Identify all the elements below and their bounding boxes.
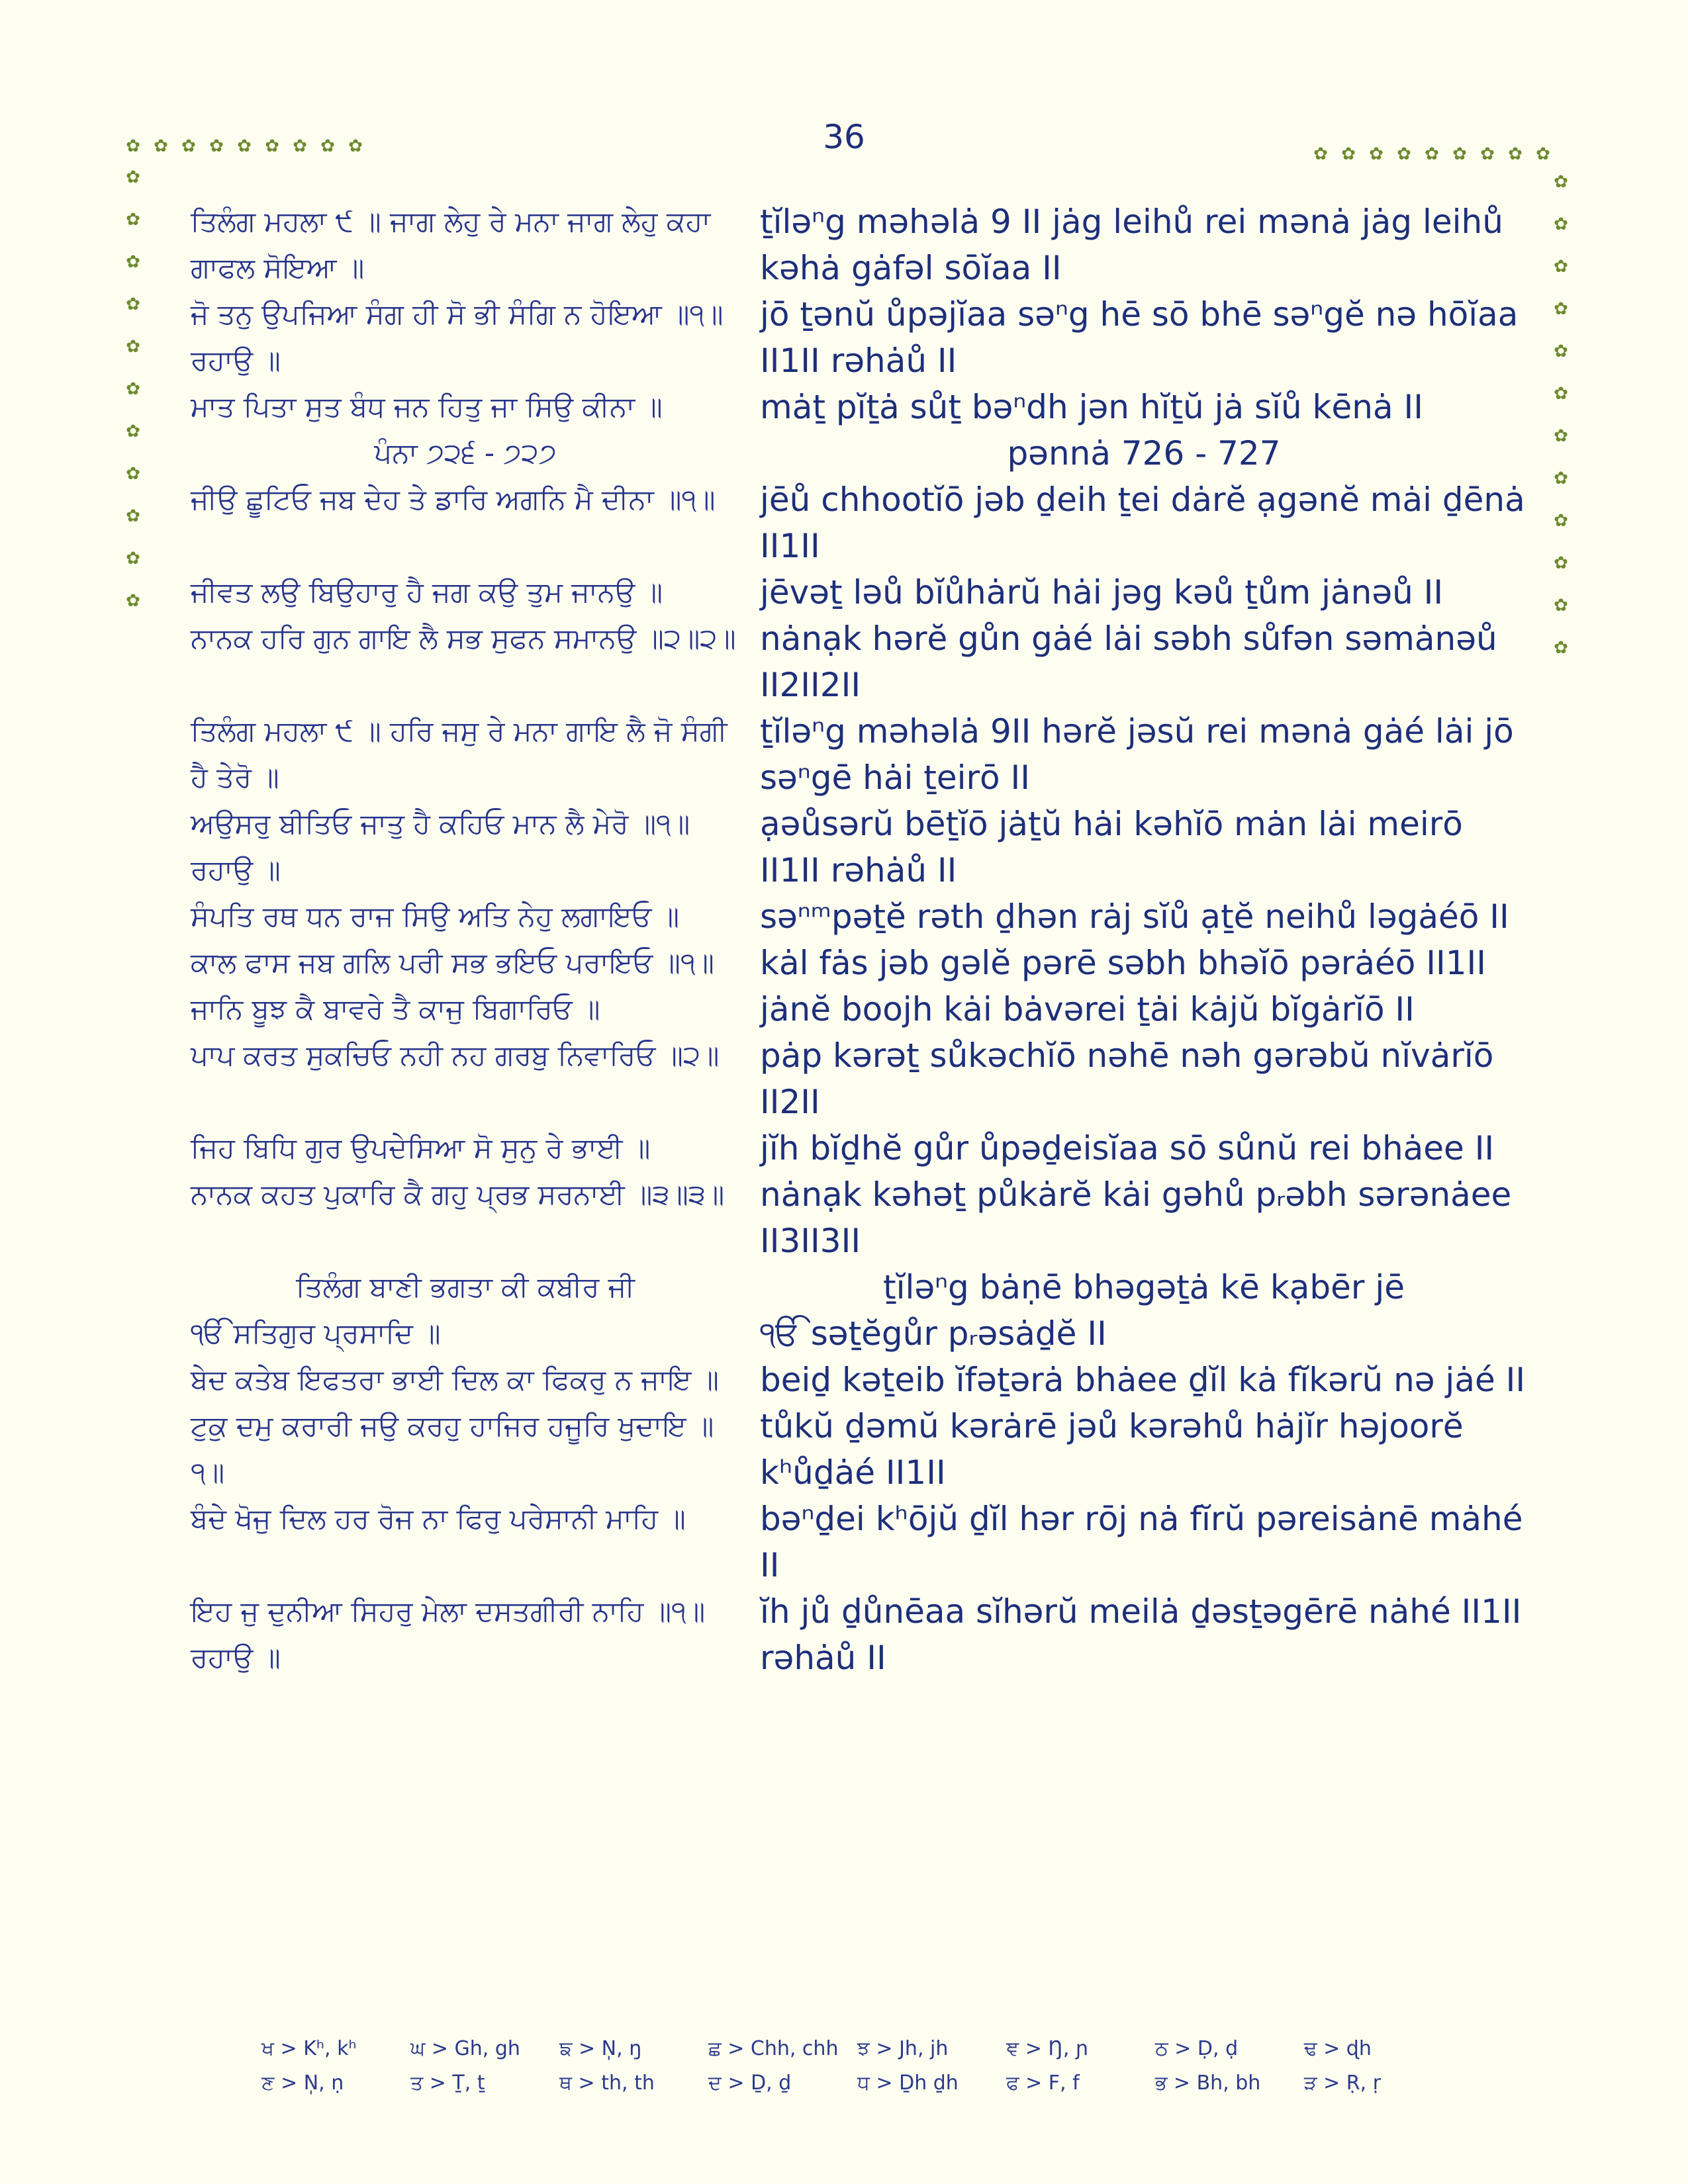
verse-row: [191, 199, 1528, 291]
flower-ornament-icon: ✿: [126, 295, 140, 314]
verse-row: [191, 615, 1528, 708]
flower-ornament-icon: ✿: [1554, 426, 1568, 446]
transliteration-text: pənnȧ 726 - 727: [1007, 434, 1281, 473]
gurmukhi-text: ਬੰਦੇ ਖੋਜੁ ਦਿਲ ਹਰ ਰੋਜ ਨਾ ਫਿਰੁ ਪਰੇਸਾਨੀ ਮਾਹਿ ॥: [191, 1502, 686, 1535]
gurmukhi-text: ਜਾਨਿ ਬੂਝ ਕੈ ਬਾਵਰੇ ਤੈ ਕਾਜੁ ਬਿਗਾਰਿਓ ॥: [191, 993, 600, 1025]
flower-ornament-icon: ✿: [126, 506, 140, 526]
transliteration-text: nȧnạk hərĕ gůn gȧé lȧi səbh sůfən səmȧnəů II2II2II: [760, 619, 1497, 704]
transliteration-text: kȧl fȧs jəb gəlĕ pərē səbh bhəĭō pərȧéō II1II: [760, 944, 1487, 982]
flower-ornament-icon: ✿: [209, 136, 224, 156]
legend-item: ਥ > th, th: [559, 2071, 655, 2095]
flower-ornament-icon: ✿: [1425, 144, 1439, 164]
flower-ornament-icon: ✿: [1554, 553, 1568, 573]
transliteration-text: ạəůsərŭ bēṯĭō jȧṯŭ hȧi kəhĭō mȧn lȧi meirō II1II rəhȧů II: [760, 805, 1463, 889]
verse-row: [191, 986, 1528, 1032]
transliteration-text: ĭh jů ḏůnēaa sĭhərŭ meilȧ ḏəsṯəgērē nȧhé II1II rəhȧů II: [760, 1592, 1522, 1677]
flower-ornament-icon: ✿: [1554, 511, 1568, 531]
flower-ornament-icon: ✿: [1554, 384, 1568, 404]
flower-ornament-icon: ✿: [348, 136, 363, 156]
verse-row: [191, 1310, 1528, 1357]
flower-ornament-icon: ✿: [1554, 341, 1568, 361]
gurmukhi-text: ਕਾਲ ਫਾਸ ਜਬ ਗਲਿ ਪਰੀ ਸਭ ਭਇਓ ਪਰਾਇਓ ॥੧॥: [191, 946, 714, 979]
verse-row: [191, 1171, 1528, 1264]
transliteration-text: pȧp kərəṯ sůkəchĭō nəhē nəh gərəbŭ nĭvȧrĭō II2II: [760, 1036, 1494, 1121]
legend-item: ਭ > Bh, bh: [1155, 2071, 1261, 2095]
transliteration-text: nȧnạk kəhəṯ půkȧrĕ kȧi gəhů pᵣəbh sərənȧee II3II3II: [760, 1175, 1512, 1260]
flower-ornament-icon: ✿: [126, 337, 140, 357]
verse-row: [191, 1588, 1528, 1681]
gurmukhi-text: ਨਾਨਕ ਕਹਤ ਪੁਕਾਰਿ ਕੈ ਗਹੁ ਪ੍ਰਭ ਸਰਨਾਈ ॥੩॥੩॥: [191, 1178, 725, 1210]
flower-ornament-icon: ✿: [154, 136, 168, 156]
legend-item: ਛ > Chh, chh: [708, 2037, 839, 2060]
gurmukhi-text: ਸੰਪਤਿ ਰਥ ਧਨ ਰਾਜ ਸਿਉ ਅਤਿ ਨੇਹੁ ਲਗਾਇਓ ॥: [191, 900, 680, 933]
flower-ornament-icon: ✿: [265, 136, 279, 156]
flower-ornament-icon: ✿: [1554, 469, 1568, 488]
legend-item: ਝ > Jh, jh: [857, 2037, 949, 2060]
verse-row: [191, 1496, 1528, 1588]
transliteration-text: ṯĭləⁿg məhəlȧ 9II hərĕ jəsŭ rei mənȧ gȧé lȧi jō səⁿgē hȧi ṯeirō II: [760, 712, 1514, 797]
flower-ornament-icon: ✿: [1536, 144, 1550, 164]
verse-row: [191, 1032, 1528, 1125]
verse-row: [191, 708, 1528, 801]
transliteration-text: səⁿᵐpəṯĕ rəth ḏhən rȧj sĭů ạṯĕ neihů ləgȧéō II: [760, 897, 1509, 936]
verse-row: [191, 384, 1528, 430]
gurmukhi-text: ੴ ਸਤਿਗੁਰ ਪ੍ਰਸਾਦਿ ॥: [191, 1317, 441, 1349]
flower-ornament-icon: ✿: [293, 136, 307, 156]
flower-ornament-icon: ✿: [1341, 144, 1356, 164]
gurmukhi-text: ਤਿਲੰਗ ਮਹਲਾ ੯ ॥ ਹਰਿ ਜਸੁ ਰੇ ਮਨਾ ਗਾਇ ਲੈ ਜੋ ਸੰਗੀ ਹੈ ਤੇਰੋ ॥: [191, 715, 727, 794]
transliteration-text: ṯĭləⁿg bȧṇē bhəgəṯȧ kē kạbēr jē: [882, 1268, 1405, 1306]
gurmukhi-text: ਜੀਉ ਛੂਟਿਓ ਜਬ ਦੇਹ ਤੇ ਡਾਰਿ ਅਗਨਿ ਮੈ ਦੀਨਾ ॥੧॥: [191, 483, 716, 516]
section-heading-row: [191, 1264, 1528, 1310]
transliteration-text: jēů chhootĭō jəb ḏeih ṯei dȧrĕ ạgənĕ mȧi ḏēnȧ II1II: [760, 480, 1525, 565]
flower-ornament-icon: ✿: [1369, 144, 1383, 164]
flower-ornament-icon: ✿: [1397, 144, 1411, 164]
flower-ornament-icon: ✿: [1554, 596, 1568, 615]
transliteration-text: jĭh bĭḏhĕ gůr ůpəḏeisĭaa sō sůnŭ rei bhȧee II: [760, 1129, 1495, 1167]
flower-ornament-icon: ✿: [1313, 144, 1328, 164]
flower-ornament-icon: ✿: [126, 591, 140, 611]
verse-table: [191, 199, 1528, 1681]
verse-row: [191, 291, 1528, 384]
verse-row: [191, 569, 1528, 615]
flower-ornament-icon: ✿: [126, 549, 140, 569]
flower-ornament-icon: ✿: [1554, 214, 1568, 234]
transliteration-text: beiḏ kəṯeib ĭfəṯərȧ bhȧee ḏĭl kȧ fĭkərŭ nə jȧé II: [760, 1361, 1526, 1399]
verse-row: [191, 1125, 1528, 1171]
legend-item: ਢ > ɖh: [1304, 2037, 1372, 2060]
flower-ornament-icon: ✿: [1508, 144, 1523, 164]
legend-item: ਫ > F, f: [1006, 2071, 1080, 2095]
transliteration-text: jēvəṯ ləů bĭůhȧrŭ hȧi jəg kəů ṯům jȧnəů II: [760, 573, 1444, 612]
transliteration-text: ṯĭləⁿg məhəlȧ 9 II jȧg leihů rei mənȧ jȧg leihů kəhȧ gȧfəl sōĭaa II: [760, 203, 1503, 287]
legend-item: ਣ > N̩, ṇ: [261, 2071, 344, 2095]
gurmukhi-text: ਤਿਲੰਗ ਮਹਲਾ ੯ ॥ ਜਾਗ ਲੇਹੁ ਰੇ ਮਨਾ ਜਾਗ ਲੇਹੁ ਕਹਾ ਗਾਫਲ ਸੋਇਆ ॥: [191, 205, 711, 284]
flower-ornament-icon: ✿: [126, 136, 140, 156]
gurmukhi-text: ਟੁਕੁ ਦਮੁ ਕਰਾਰੀ ਜਉ ਕਰਹੁ ਹਾਜਿਰ ਹਜੂਰਿ ਖੁਦਾਇ ॥੧॥: [191, 1410, 714, 1488]
gurmukhi-text: ਮਾਤ ਪਿਤਾ ਸੁਤ ਬੰਧ ਜਨ ਹਿਤੁ ਜਾ ਸਿਉ ਕੀਨਾ ॥: [191, 390, 663, 423]
flower-ornament-icon: ✿: [1554, 299, 1568, 319]
gurmukhi-text: ਜੋ ਤਨੁ ਉਪਜਿਆ ਸੰਗ ਹੀ ਸੋ ਭੀ ਸੰਗਿ ਨ ਹੋਇਆ ॥੧॥ ਰਹਾਉ ॥: [191, 298, 724, 377]
transliteration-text: ੴ səṯĕgůr pᵣəsȧḏĕ II: [760, 1314, 1107, 1353]
flower-ornament-icon: ✿: [1480, 144, 1495, 164]
flower-ornament-icon: ✿: [237, 136, 252, 156]
gurmukhi-text: ਪੰਨਾ ੭੨੬ - ੭੨੭: [374, 437, 557, 469]
flower-ornament-icon: ✿: [126, 422, 140, 441]
flower-ornament-icon: ✿: [126, 167, 140, 187]
legend-item: ਙ > N̩, ŋ: [559, 2037, 642, 2060]
legend-item: ਤ > Ṯ, ṯ: [410, 2071, 485, 2095]
legend-item: ਘ > Gh, gh: [410, 2037, 520, 2060]
gurmukhi-text: ਪਾਪ ਕਰਤ ਸੁਕਚਿਓ ਨਹੀ ਨਹ ਗਰਬੁ ਨਿਵਾਰਿਓ ॥੨॥: [191, 1039, 720, 1071]
flower-ornament-icon: ✿: [320, 136, 335, 156]
transliteration-legend: [261, 2032, 1453, 2101]
gurmukhi-text: ਜੀਵਤ ਲਉ ਬਿਉਹਾਰੁ ਹੈ ਜਗ ਕਉ ਤੁਮ ਜਾਨਉ ॥: [191, 576, 663, 608]
flower-ornament-icon: ✿: [1554, 638, 1568, 658]
flower-ornament-icon: ✿: [181, 136, 196, 156]
gurmukhi-text: ਜਿਹ ਬਿਧਿ ਗੁਰ ਉਪਦੇਸਿਆ ਸੋ ਸੁਨੁ ਰੇ ਭਾਈ ॥: [191, 1132, 651, 1164]
legend-item: ਠ > Ḍ, ḍ: [1155, 2037, 1239, 2060]
legend-item: ਧ > Ḏh ḏh: [857, 2071, 959, 2095]
flower-ornament-icon: ✿: [1554, 172, 1568, 192]
legend-item: ਞ > Ŋ, ɲ: [1006, 2037, 1089, 2060]
legend-item: ਖ > Kʰ, kʰ: [261, 2037, 357, 2060]
gurmukhi-text: ਬੇਦ ਕਤੇਬ ਇਫਤਰਾ ਭਾਈ ਦਿਲ ਕਾ ਫਿਕਰੁ ਨ ਜਾਇ ॥: [191, 1363, 719, 1396]
flower-ornament-icon: ✿: [126, 210, 140, 230]
transliteration-text: mȧṯ pĭṯȧ sůṯ bəⁿdh jən hĭṯŭ jȧ sĭů kēnȧ II: [760, 388, 1423, 426]
verse-row: [191, 477, 1528, 569]
transliteration-text: jȧnĕ boojh kȧi bȧvərei ṯȧi kȧjŭ bĭgȧrĭō II: [760, 990, 1415, 1028]
gurmukhi-text: ਤਿਲੰਗ ਬਾਣੀ ਭਗਤਾ ਕੀ ਕਬੀਰ ਜੀ: [296, 1271, 635, 1303]
flower-ornament-icon: ✿: [1554, 257, 1568, 277]
legend-item: ੜ > Ṛ, ṛ: [1304, 2071, 1382, 2095]
transliteration-text: tůkŭ ḏəmŭ kərȧrē jəů kərəhů hȧjĭr həjoorĕ kʰůḏȧé II1II: [760, 1407, 1464, 1492]
legend-row: [261, 2066, 1453, 2101]
flower-ornament-icon: ✿: [126, 252, 140, 272]
verse-row: [191, 801, 1528, 893]
legend-item: ਦ > Ḏ, ḏ: [708, 2071, 792, 2095]
legend-row: [261, 2032, 1453, 2066]
transliteration-text: jō ṯənŭ ůpəjĭaa səⁿg hē sō bhē səⁿgĕ nə hōĭaa II1II rəhȧů II: [760, 295, 1519, 380]
page-number: 36: [823, 118, 865, 156]
verse-row: [191, 1403, 1528, 1496]
flower-ornament-icon: ✿: [126, 379, 140, 399]
flower-ornament-icon: ✿: [126, 464, 140, 484]
verse-row: [191, 893, 1528, 940]
gurmukhi-text: ਇਹ ਜੁ ਦੁਨੀਆ ਸਿਹਰੁ ਮੇਲਾ ਦਸਤਗੀਰੀ ਨਾਹਿ ॥੧॥ ਰਹਾਉ ॥: [191, 1595, 706, 1674]
verse-row: [191, 940, 1528, 986]
section-heading-row: [191, 430, 1528, 477]
gurmukhi-text: ਅਉਸਰੁ ਬੀਤਿਓ ਜਾਤੁ ਹੈ ਕਹਿਓ ਮਾਨ ਲੈ ਮੇਰੋ ॥੧॥ ਰਹਾਉ ॥: [191, 807, 690, 886]
verse-row: [191, 1357, 1528, 1403]
transliteration-text: bəⁿḏei kʰōjŭ ḏĭl hər rōj nȧ fĭrŭ pəreisȧnē mȧhé II: [760, 1500, 1523, 1584]
flower-ornament-icon: ✿: [1452, 144, 1467, 164]
gurmukhi-text: ਨਾਨਕ ਹਰਿ ਗੁਨ ਗਾਇ ਲੈ ਸਭ ਸੁਫਨ ਸਮਾਨਉ ॥੨॥੨॥: [191, 622, 736, 655]
